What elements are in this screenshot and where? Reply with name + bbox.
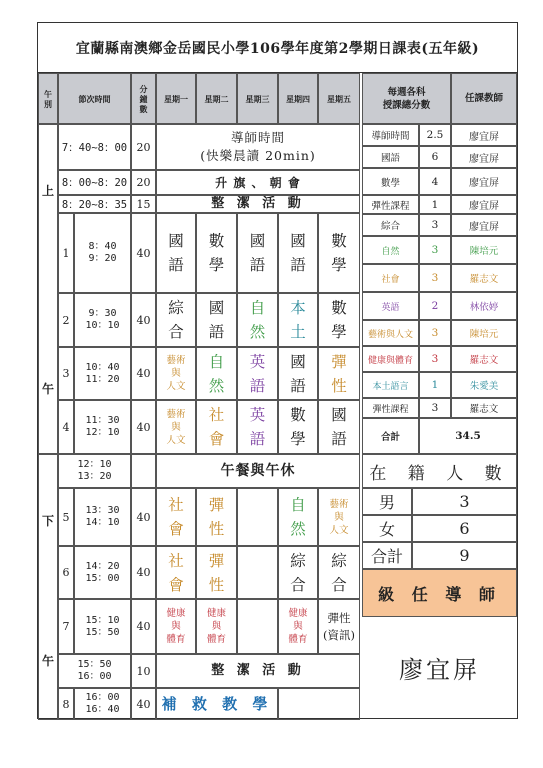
subject-cell: [237, 488, 278, 546]
section-am-bottom: 午: [41, 381, 54, 396]
summary-total-label: 合計: [362, 418, 419, 454]
subject-cell: 社 會: [156, 488, 196, 546]
section-pm-top: 下: [41, 513, 54, 528]
col-header-minutes: 分鐘數: [131, 73, 156, 124]
enrollment-label: 女: [362, 515, 412, 542]
subject-cell: 藝術 與 人文: [156, 347, 196, 400]
summary-teacher: 廖宜屏: [451, 195, 517, 214]
period-minutes: 40: [131, 488, 156, 546]
period-time: 10：40 11：20: [74, 347, 131, 400]
subject-cell: 綜 合: [318, 546, 360, 599]
subject-cell: 綜 合: [156, 293, 196, 347]
period-minutes: 20: [131, 124, 156, 170]
summary-teacher: 陳培元: [451, 320, 517, 346]
period-minutes: 40: [131, 293, 156, 347]
subject-cell: 彈 性: [196, 488, 237, 546]
subject-cell: 健康 與 體育: [156, 599, 196, 654]
subject-cell: 英 語: [237, 400, 278, 454]
subject-cell: 國 語: [278, 347, 318, 400]
period-time: 8：00~8：20: [58, 170, 131, 195]
period-time: 14：20 15：00: [74, 546, 131, 599]
enrollment-value: 6: [412, 515, 517, 542]
subject-cell: 彈 性: [196, 546, 237, 599]
enrollment-label: 合計: [362, 542, 412, 569]
period-time: 8：20~8：35: [58, 195, 131, 213]
period-number: 4: [58, 400, 74, 454]
subject-cell: [237, 546, 278, 599]
subject-cell: 社 會: [196, 400, 237, 454]
enrollment-title: 在 籍 人 數: [362, 454, 517, 488]
summary-count: 2: [419, 292, 451, 320]
subject-cell: 自 然: [196, 347, 237, 400]
period-time: 7：40~8：00: [58, 124, 131, 170]
summary-teacher: 羅志文: [451, 264, 517, 292]
col-header-day-4: 星期四: [278, 73, 318, 124]
period-time: 8：40 9：20: [74, 213, 131, 293]
homeroom-name: 廖宜屏: [399, 655, 480, 684]
period-time: 11：30 12：10: [74, 400, 131, 454]
col-header-section: 午別: [38, 73, 58, 124]
period-minutes: 40: [131, 213, 156, 293]
subject-cell: 英 語: [237, 347, 278, 400]
section-am-top: 上: [41, 183, 54, 198]
period-number: 6: [58, 546, 74, 599]
span-activity: 整 潔 活 動: [156, 195, 360, 213]
summary-subject: 英語: [362, 292, 419, 320]
span-empty: [278, 688, 360, 720]
summary-teacher: 廖宜屏: [451, 124, 517, 146]
summary-count: 3: [419, 398, 451, 418]
section-pm-box: [38, 454, 58, 720]
period-minutes: 20: [131, 170, 156, 195]
span-activity: 升 旗 、 朝 會: [156, 170, 360, 195]
summary-teacher: 廖宜屏: [451, 168, 517, 195]
period-time: 9：30 10：10: [74, 293, 131, 347]
summary-count: 4: [419, 168, 451, 195]
section-am-box: [38, 124, 58, 454]
summary-count: 6: [419, 146, 451, 168]
summary-count: 3: [419, 264, 451, 292]
homeroom-label: 級 任 導 師: [362, 569, 517, 617]
page-title: 宜蘭縣南澳鄉金岳國民小學106學年度第2學期日課表(五年級): [38, 23, 517, 73]
summary-subject: 彈性課程: [362, 195, 419, 214]
span-activity: 導師時間 (快樂晨讀 20min): [156, 124, 360, 170]
summary-header-subject: 每週各科 授課總分數: [362, 73, 451, 124]
subject-cell: 數 學: [278, 400, 318, 454]
col-header-day-3: 星期三: [237, 73, 278, 124]
subject-cell: 國 語: [318, 400, 360, 454]
summary-total-value: 34.5: [419, 418, 517, 454]
span-activity: 補 救 教 學: [156, 688, 278, 720]
summary-count: 3: [419, 346, 451, 372]
summary-subject: 自然: [362, 236, 419, 264]
subject-cell: 國 語: [237, 213, 278, 293]
period-time: 15：10 15：50: [74, 599, 131, 654]
summary-subject: 健康與體育: [362, 346, 419, 372]
summary-subject: 導師時間: [362, 124, 419, 146]
summary-count: 3: [419, 214, 451, 236]
period-time: 12：10 13：20: [58, 454, 131, 488]
period-minutes: 10: [131, 654, 156, 688]
span-activity: 午餐與午休: [156, 454, 360, 488]
period-number: 7: [58, 599, 74, 654]
subject-cell: 自 然: [278, 488, 318, 546]
span-activity: 整 潔 活 動: [156, 654, 360, 688]
period-minutes: 40: [131, 599, 156, 654]
period-time: 15：50 16：00: [58, 654, 131, 688]
col-header-day-2: 星期二: [196, 73, 237, 124]
summary-teacher: 陳培元: [451, 236, 517, 264]
enrollment-value: 9: [412, 542, 517, 569]
subject-cell: 國 語: [156, 213, 196, 293]
summary-teacher: 林依婷: [451, 292, 517, 320]
period-minutes: 40: [131, 546, 156, 599]
summary-count: 3: [419, 320, 451, 346]
subject-cell: 數 學: [318, 293, 360, 347]
subject-cell: 藝術 與 人文: [318, 488, 360, 546]
subject-cell: 國 語: [278, 213, 318, 293]
period-number: 5: [58, 488, 74, 546]
period-time: 13：30 14：10: [74, 488, 131, 546]
subject-cell: 自 然: [237, 293, 278, 347]
period-time: 16：00 16：40: [74, 688, 131, 720]
summary-teacher: 羅志文: [451, 346, 517, 372]
enrollment-label: 男: [362, 488, 412, 515]
col-header-period: 節次時間: [58, 73, 131, 124]
summary-count: 1: [419, 195, 451, 214]
subject-cell: 數 學: [196, 213, 237, 293]
period-minutes: [131, 454, 156, 488]
subject-cell: 彈 性: [318, 347, 360, 400]
period-number: 8: [58, 688, 74, 720]
summary-subject: 彈性課程: [362, 398, 419, 418]
subject-cell: 健康 與 體育: [278, 599, 318, 654]
period-number: 1: [58, 213, 74, 293]
col-header-day-5: 星期五: [318, 73, 360, 124]
summary-subject: 社會: [362, 264, 419, 292]
period-minutes: 40: [131, 400, 156, 454]
summary-subject: 藝術與人文: [362, 320, 419, 346]
subject-cell: 綜 合: [278, 546, 318, 599]
period-minutes: 40: [131, 347, 156, 400]
summary-teacher: 廖宜屏: [451, 214, 517, 236]
summary-count: 2.5: [419, 124, 451, 146]
subject-cell: 社 會: [156, 546, 196, 599]
summary-teacher: 廖宜屏: [451, 146, 517, 168]
period-number: 3: [58, 347, 74, 400]
subject-cell: 國 語: [196, 293, 237, 347]
subject-cell: 數 學: [318, 213, 360, 293]
enrollment-value: 3: [412, 488, 517, 515]
summary-subject: 數學: [362, 168, 419, 195]
summary-subject: 綜合: [362, 214, 419, 236]
summary-count: 3: [419, 236, 451, 264]
subject-cell: [237, 599, 278, 654]
summary-subject: 本土語言: [362, 372, 419, 398]
summary-count: 1: [419, 372, 451, 398]
period-minutes: 40: [131, 688, 156, 720]
col-header-day-1: 星期一: [156, 73, 196, 124]
summary-header-teacher: 任課教師: [451, 73, 517, 124]
summary-teacher: 羅志文: [451, 398, 517, 418]
section-pm-bottom: 午: [41, 653, 54, 668]
summary-teacher: 朱愛美: [451, 372, 517, 398]
subject-cell: 本 土: [278, 293, 318, 347]
subject-cell: 彈性 (資訊): [318, 599, 360, 654]
period-number: 2: [58, 293, 74, 347]
period-minutes: 15: [131, 195, 156, 213]
subject-cell: 健康 與 體育: [196, 599, 237, 654]
summary-subject: 國語: [362, 146, 419, 168]
subject-cell: 藝術 與 人文: [156, 400, 196, 454]
